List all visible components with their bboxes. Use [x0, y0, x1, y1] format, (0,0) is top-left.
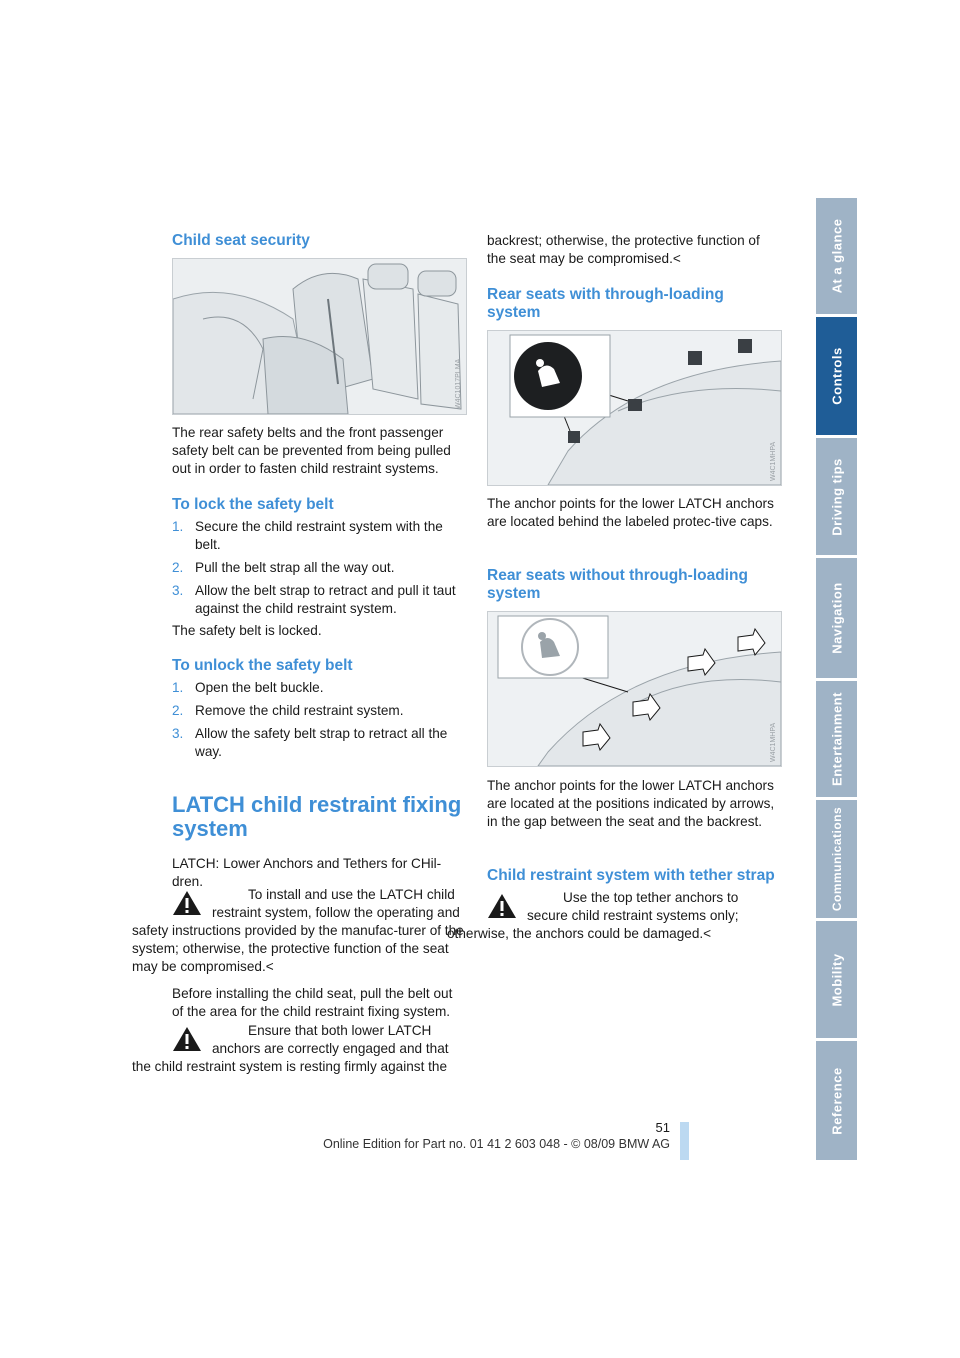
- text-before-installing: Before installing the child seat, pull the belt out of the area for the child restraint fixing system.: [172, 986, 453, 1019]
- heading-unlock-belt: To unlock the safety belt: [172, 657, 353, 674]
- sidebar-tab-navigation[interactable]: Navigation: [816, 558, 857, 678]
- sidebar-tab-controls[interactable]: Controls: [816, 317, 857, 435]
- sidebar-tab-communications[interactable]: Communications: [816, 800, 857, 918]
- figure-child-seat: [172, 258, 467, 415]
- unlock-steps-list: [172, 679, 467, 766]
- list-item: 2. Remove the child restraint system.: [172, 703, 404, 718]
- warning-latch-engaged: Ensure that both lower LATCH anchors are correctly engaged and that the child restraint system is resting firmly against the: [132, 1023, 449, 1074]
- without-through-loading-illustration: [488, 612, 781, 766]
- figure-without-through-loading: [487, 611, 782, 767]
- heading-child-seat-security: Child seat security: [172, 232, 310, 249]
- heading-latch: LATCH child restraint fixing system: [172, 792, 462, 841]
- footer-edition: Online Edition for Part no. 01 41 2 603 048 - © 08/09 BMW AG: [323, 1137, 670, 1151]
- text-continued: backrest; otherwise, the protective function of the seat may be compromised.<: [487, 233, 760, 266]
- warning-icon: [172, 890, 202, 916]
- text-rear-belts: The rear safety belts and the front passenger safety belt can be prevented from being pulled out in order to fasten child restraint systems.: [172, 425, 451, 476]
- list-item: 3. Allow the safety belt strap to retract all the way.: [172, 726, 448, 759]
- figure-code: W4C1MHPA: [770, 441, 777, 481]
- child-seat-illustration: [173, 259, 466, 414]
- warning-icon: [487, 893, 517, 919]
- figure-through-loading: [487, 330, 782, 486]
- sidebar-tab-reference[interactable]: Reference: [816, 1041, 857, 1160]
- warning-tether: Use the top tether anchors to secure child restraint systems only; otherwise, the anchors could be damaged.<: [447, 890, 739, 941]
- sidebar-tab-mobility[interactable]: Mobility: [816, 921, 857, 1038]
- list-item: 2. Pull the belt strap all the way out.: [172, 560, 395, 575]
- lock-steps-list: [172, 518, 467, 623]
- heading-without-through-loading: Rear seats without through-loading system: [487, 567, 748, 602]
- through-loading-illustration: [488, 331, 781, 485]
- list-item: 1. Open the belt buckle.: [172, 680, 324, 695]
- figure-code: W4C1017PLMA: [455, 358, 462, 409]
- figure-code: W4C1MHPA: [770, 722, 777, 762]
- list-item: 3. Allow the belt strap to retract and pull it taut against the child restraint system.: [172, 583, 456, 616]
- sidebar-tab-at-a-glance[interactable]: At a glance: [816, 198, 857, 314]
- page-number: 51: [655, 1120, 670, 1135]
- text-latch-definition: LATCH: Lower Anchors and Tethers for CHil-dren.: [172, 856, 442, 889]
- text-anchor-arrows: The anchor points for the lower LATCH anchors are located at the positions indicated by arrows, in the gap between the seat and the backrest.: [487, 778, 775, 829]
- footer-bar: [680, 1122, 689, 1160]
- warning-icon: [172, 1026, 202, 1052]
- sidebar-tab-driving-tips[interactable]: Driving tips: [816, 438, 857, 555]
- warning-latch-install: To install and use the LATCH child restraint system, follow the operating and safety instructions provided by the manufac-turer of the system; otherwise, the protective function of the seat may be compromised.<: [132, 887, 464, 974]
- list-item: 1. Secure the child restraint system with the belt.: [172, 519, 443, 552]
- heading-lock-belt: To lock the safety belt: [172, 496, 334, 513]
- text-anchor-behind-caps: The anchor points for the lower LATCH anchors are located behind the labeled protec-tive caps.: [487, 496, 774, 529]
- heading-through-loading: Rear seats with through-loading system: [487, 286, 724, 321]
- text-belt-locked: The safety belt is locked.: [172, 623, 322, 638]
- heading-tether-strap: Child restraint system with tether strap: [487, 867, 775, 884]
- sidebar-tab-entertainment[interactable]: Entertainment: [816, 681, 857, 797]
